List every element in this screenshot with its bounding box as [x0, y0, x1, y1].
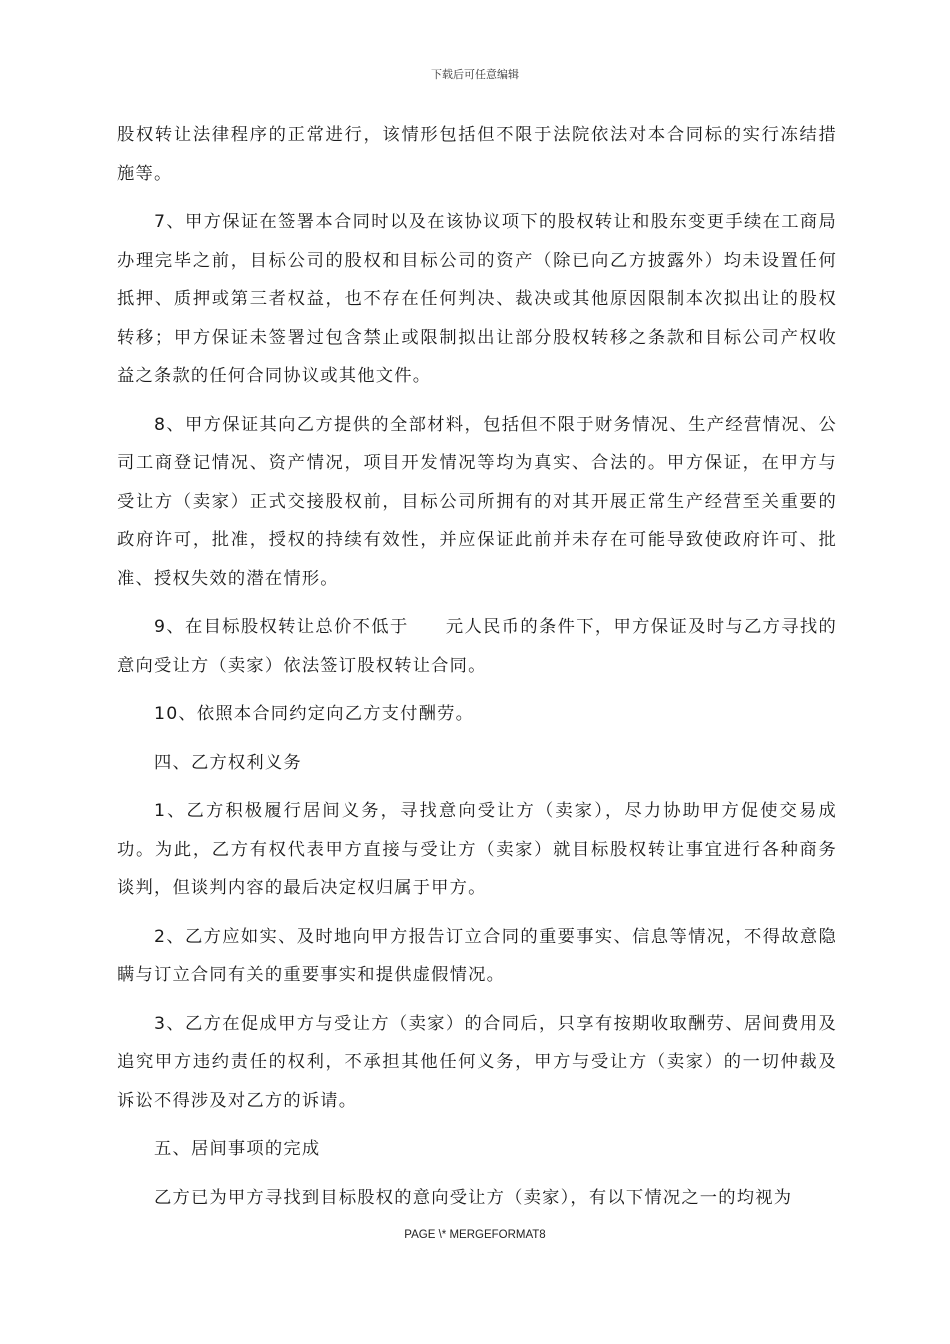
paragraph-clause-10: 10、依照本合同约定向乙方支付酬劳。: [154, 704, 475, 724]
section-heading-5: 五、居间事项的完成: [154, 1139, 321, 1159]
paragraph-party-b-1: 1、乙方积极履行居间义务，寻找意向受让方（卖家），尽力协助甲方促使交易成功。为此，乙方有权代表甲方直接与受让方（卖家）就目标股权转让事宜进行各种商务谈判，但谈判内容的最后决定权归属于甲方。: [117, 801, 837, 898]
document-body: [117, 116, 837, 1227]
paragraph-party-b-3: 3、乙方在促成甲方与受让方（卖家）的合同后，只享有按期收取酬劳、居间费用及追究甲方违约责任的权利，不承担其他任何义务，甲方与受让方（卖家）的一切仲裁及诉讼不得涉及对乙方的诉请。: [117, 1013, 837, 1111]
page-footer: PAGE \* MERGEFORMAT8: [404, 1229, 546, 1241]
paragraph-clause-7: 7、甲方保证在签署本合同时以及在该协议项下的股权转让和股东变更手续在工商局办理完毕之前，目标公司的股权和目标公司的资产（除已向乙方披露外）均未设置任何抵押、质押或第三者权益，也不存在任何判决、裁决或其他原因限制本次拟出让的股权转移；甲方保证未签署过包含禁止或限制拟出让部分股权转移之条款和目标公司产权收益之条款的任何合同协议或其他文件。: [117, 212, 837, 386]
paragraph-completion: 乙方已为甲方寻找到目标股权的意向受让方（卖家），有以下情况之一的均视为: [154, 1187, 793, 1208]
paragraph-continuation: 股权转让法律程序的正常进行，该情形包括但不限于法院依法对本合同标的实行冻结措施等。: [117, 125, 837, 184]
section-heading-4: 四、乙方权利义务: [154, 752, 302, 773]
paragraph-clause-8: 8、甲方保证其向乙方提供的全部材料，包括但不限于财务情况、生产经营情况、公司工商登记情况、资产情况，项目开发情况等均为真实、合法的。甲方保证，在甲方与受让方（卖家）正式交接股权前，目标公司所拥有的对其开展正常生产经营至关重要的政府许可，批准，授权的持续有效性，并应保证此前并未存在可能导致使政府许可、批准、授权失效的潜在情形。: [117, 414, 837, 589]
page-header: 下载后可任意编辑: [431, 68, 519, 81]
paragraph-party-b-2: 2、乙方应如实、及时地向甲方报告订立合同的重要事实、信息等情况，不得故意隐瞒与订立合同有关的重要事实和提供虚假情况。: [117, 926, 837, 985]
paragraph-clause-9: 9、在目标股权转让总价不低于 元人民币的条件下，甲方保证及时与乙方寻找的意向受让方（卖家）依法签订股权转让合同。: [117, 617, 837, 676]
